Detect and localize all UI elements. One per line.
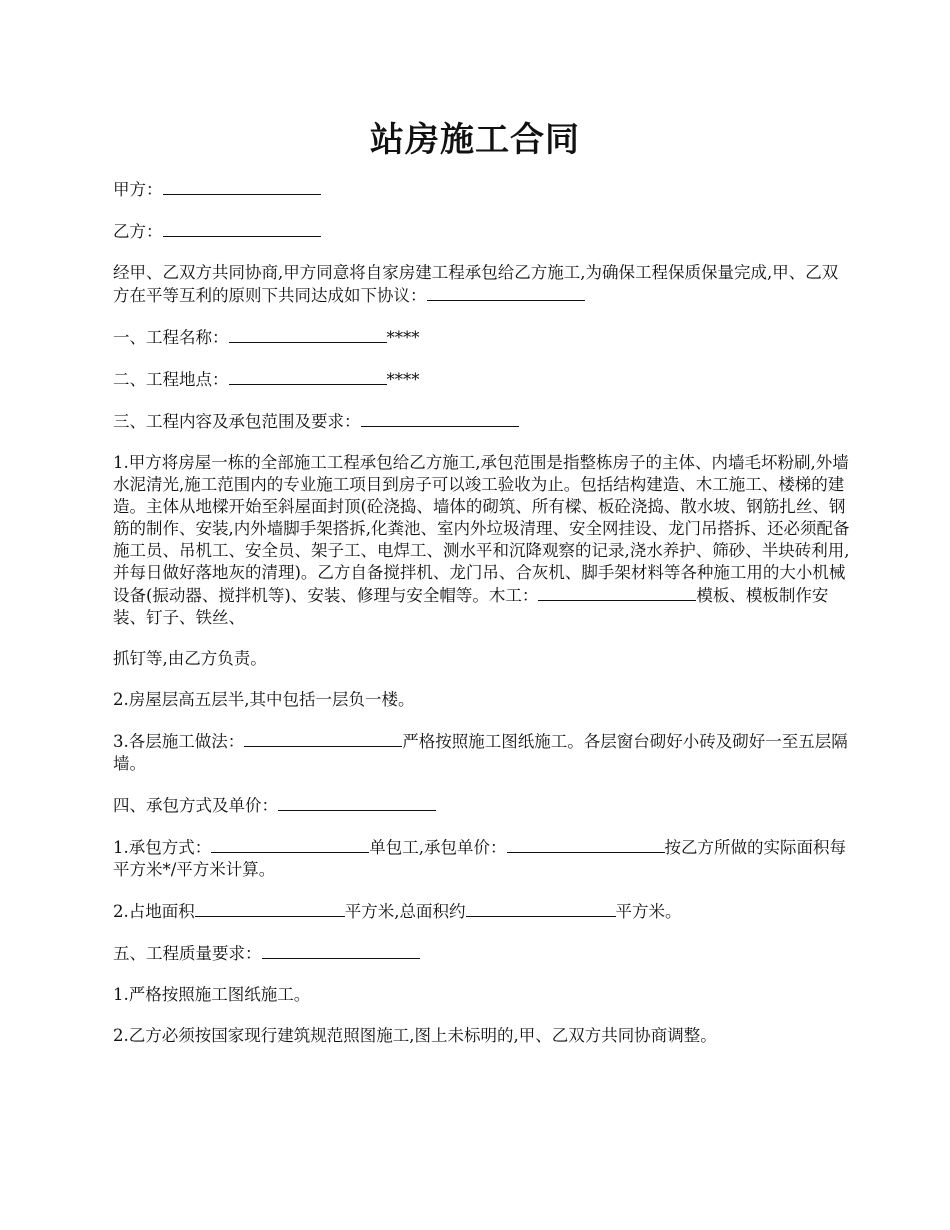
item-1-text: 1.甲方将房屋一栋的全部施工工程承包给乙方施工,承包范围是指整栋房子的主体、内墙毛坏粉刷,外墙水泥清光,施工范围内的专业施工项目到房子可以竣工验收为止。包括结构建造、木工施工、楼梯的建造。主体从地樑开始至斜屋面封顶(砼浇捣、墙体的砌筑、所有樑、板砼浇捣、散水坡、钢筋扎丝、钢筋的制作、安装,内外墙脚手架搭拆,化粪池、室内外垃圾清理、安全网挂设、龙门吊搭拆、还必须配备施工员、吊机工、安全员、架子工、电焊工、测水平和沉降观察的记录,浇水养护、筛砂、半块砖利用,并每日做好落地灰的清理)。乙方自备搅拌机、龙门吊、合灰机、脚手架材料等各种施工用的大小机械设备(振动器、搅拌机等)、安装、修理与安全帽等。木工： [113,453,850,605]
project-name-blank [229,326,387,343]
carpentry-blank [538,584,696,601]
intro-text: 经甲、乙双方共同协商,甲方同意将自家房建工程承包给乙方施工,为确保工程保质保量完成,甲、乙双方在平等互利的原则下共同达成如下协议： [113,263,839,305]
total-area-blank [466,900,616,917]
section-1-label: 一、工程名称： [113,328,229,347]
section-5-blank [262,942,420,959]
party-b-line [113,220,851,243]
item-1-continued-text: 抓钉等,由乙方负责。 [113,649,267,668]
unit-price-blank [507,836,665,853]
item-3-label: 3.各层施工做法： [113,732,245,751]
item-1-text-tail: 模板、模板制作安装、钉子、铁丝、 [113,586,829,627]
land-area-blank [195,900,345,917]
contract-method-blank [211,836,369,853]
item-3-text: 严格按照施工图纸施工。各层窗台砌好小砖及砌好一至五层隔墙。 [113,732,848,773]
quality-item-1-text: 1.严格按照施工图纸施工。 [113,985,311,1004]
total-area-label: 平方米,总面积约 [344,902,466,921]
area-unit-text: 平方米。 [615,902,682,921]
section-3-item-2 [113,689,851,711]
section-2-label: 二、工程地点： [113,370,229,389]
intro-paragraph [113,262,851,307]
contract-title: 站房施工合同 [370,120,580,160]
section-2-project-location [113,368,851,391]
land-area-label: 2.占地面积 [113,902,195,921]
section-4-item-1 [113,836,851,881]
intro-blank [427,284,585,301]
section-3-item-3 [113,730,851,775]
project-location-blank [229,368,387,385]
project-location-value: **** [386,370,420,389]
party-b-label: 乙方： [113,222,163,241]
unit-price-label: 单包工,承包单价： [369,838,507,857]
section-4-item-2 [113,900,851,923]
section-4-blank [278,794,436,811]
section-4-heading [113,794,851,817]
contract-method-label: 1.承包方式： [113,838,212,857]
party-a-blank [163,178,321,195]
section-3-item-1 [113,452,851,629]
project-name-value: **** [386,328,420,347]
section-5-heading [113,942,851,965]
section-3-heading [113,410,851,433]
party-b-blank [163,220,321,237]
item-2-text: 2.房屋层高五层半,其中包括一层负一楼。 [113,690,415,709]
section-3-blank [361,410,519,427]
section-5-item-1 [113,984,851,1006]
party-a-label: 甲方： [113,180,163,199]
construction-method-blank [244,730,402,747]
section-5-item-2 [113,1025,851,1047]
quality-item-2-text: 2.乙方必须按国家现行建筑规范照图施工,图上未标明的,甲、乙双方共同协商调整。 [113,1026,717,1045]
section-5-label: 五、工程质量要求： [113,944,262,963]
area-calculation-text: 按乙方所做的实际面积每平方米*/平方米计算。 [113,838,846,879]
party-a-line [113,178,851,201]
section-3-label: 三、工程内容及承包范围及要求： [113,412,361,431]
contract-body [113,178,851,1066]
section-4-label: 四、承包方式及单价： [113,796,278,815]
section-1-project-name [113,326,851,349]
section-3-item-1-continued [113,648,851,670]
